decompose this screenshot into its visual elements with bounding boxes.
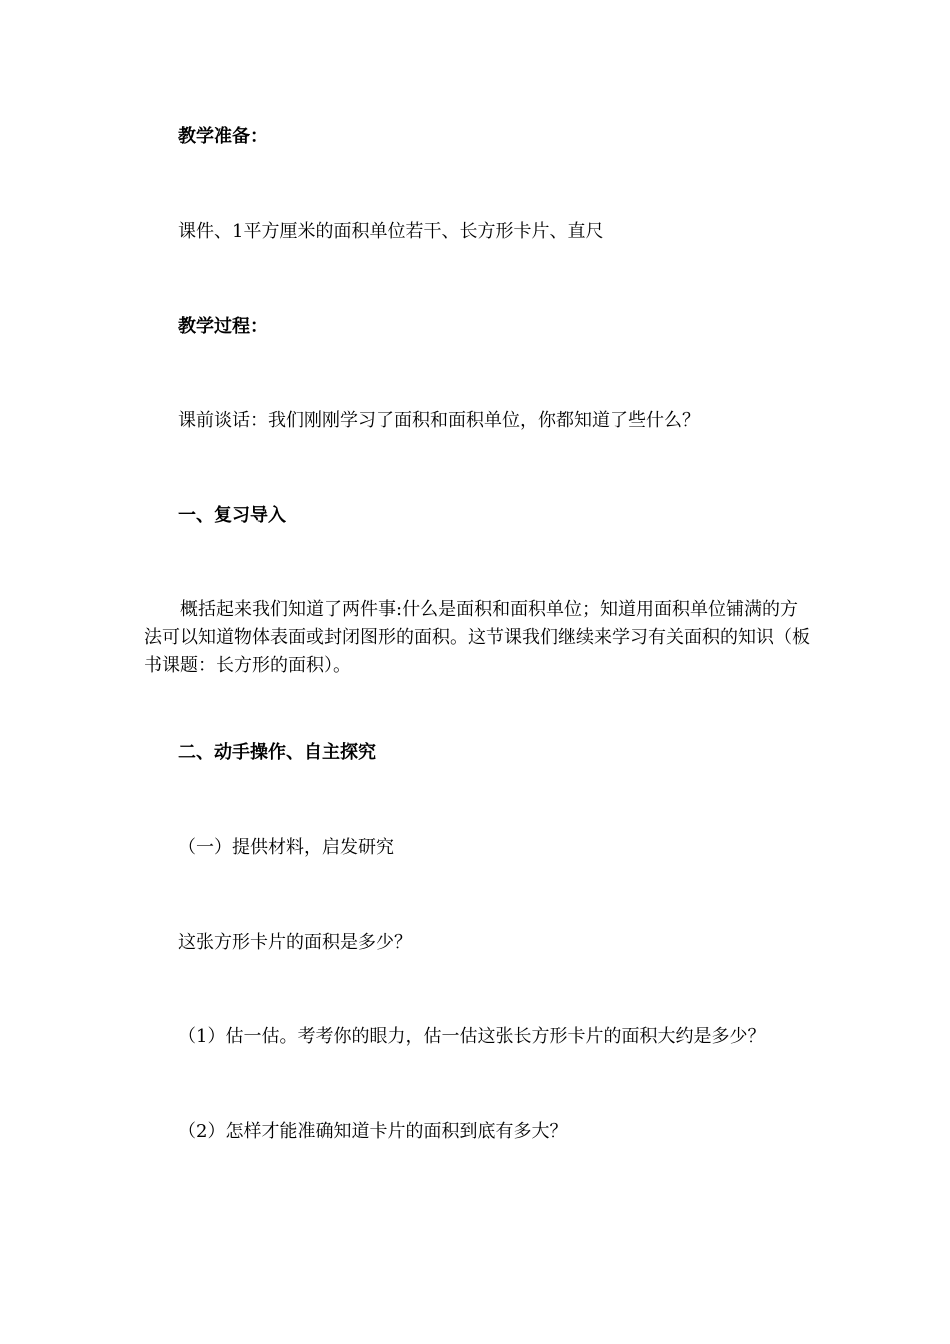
prep-heading: 教学准备： [178,126,268,147]
section1-paragraph: 概括起来我们知道了两件事:什么是面积和面积单位；知道用面积单位铺满的方法可以知道物体表面或封闭图形的面积。这节课我们继续来学习有关面积的知识（板书课题：长方形的面积）。 [144,599,810,676]
prep-text: 课件、1平方厘米的面积单位若干、长方形卡片、直尺 [178,221,604,242]
subsection1-heading: （一）提供材料，启发研究 [178,837,394,858]
question-1: （1）估一估。考考你的眼力，估一估这张长方形卡片的面积大约是多少？ [178,1026,766,1047]
intro-talk: 课前谈话：我们刚刚学习了面积和面积单位，你都知道了些什么？ [178,410,700,431]
question-main: 这张方形卡片的面积是多少？ [178,932,412,953]
question-2: （2）怎样才能准确知道卡片的面积到底有多大？ [178,1121,568,1142]
section2-heading: 二、动手操作、自主探究 [178,742,376,763]
section1-heading: 一、复习导入 [178,505,286,526]
process-heading: 教学过程： [178,316,268,337]
